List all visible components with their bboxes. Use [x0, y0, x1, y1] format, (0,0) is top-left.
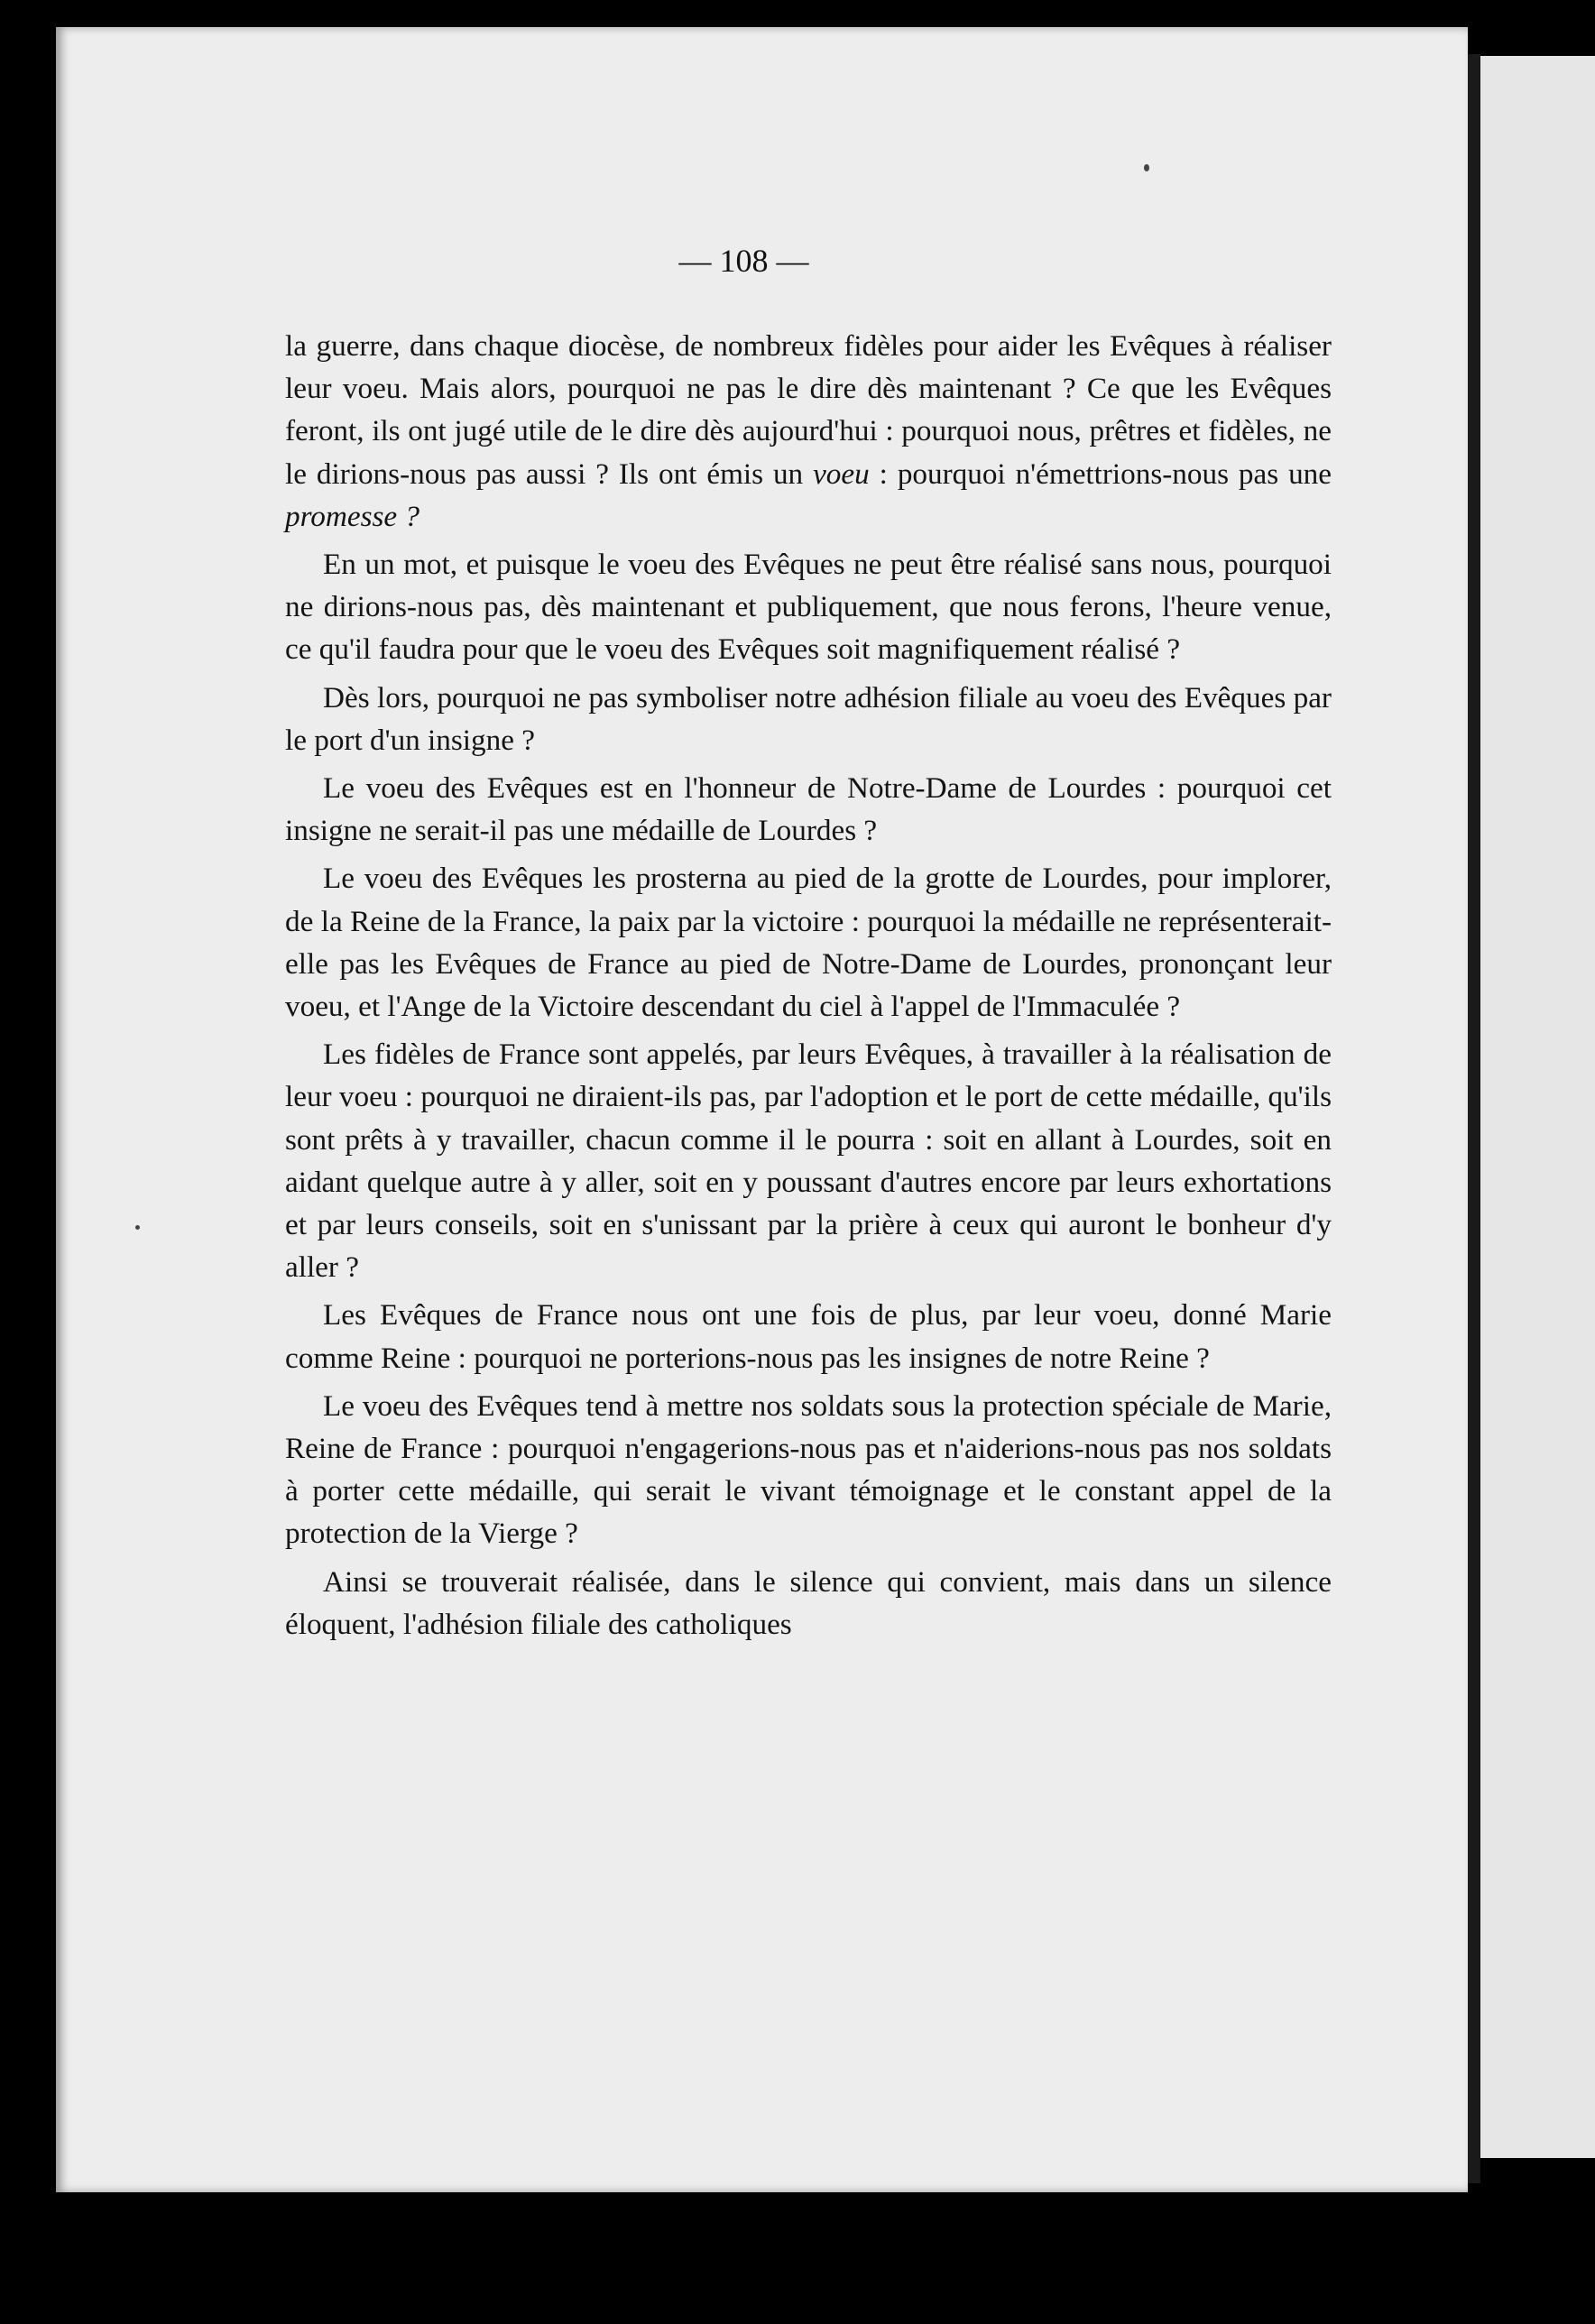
- text-segment: Le voeu des Evêques est en l'honneur de Notre-Dame de Lourdes : pourquoi cet insigne ne serait-il pas une médaille de Lourdes ?: [285, 771, 1332, 848]
- paragraph-p5: [285, 857, 1332, 1028]
- text-segment: Le voeu des Evêques tend à mettre nos soldats sous la protection spéciale de Marie, Reine de France : pourquoi n'engagerions-nous pas et n'aiderions-nous pas nos soldats à porter cette médaille, qui serait le vivant témoignage et le constant appel de la protection de la Vierge ?: [285, 1388, 1332, 1551]
- text-segment: Les fidèles de France sont appelés, par leurs Evêques, à travailler à la réalisation de leur voeu : pourquoi ne diraient-ils pas, par l'adoption et le port de cette médaille, qu'ils sont prêts à y travailler, chacun comme il le pourra : soit en allant à Lourdes, soit en aidant quelque autre à y aller, soit en y poussant d'autres encore par leurs exhortations et par leurs conseils, soit en s'unissant par la prière à ceux qui auront le bonheur d'y aller ?: [285, 1038, 1332, 1285]
- paper-speck: [1144, 164, 1149, 171]
- paragraph-p6: [285, 1033, 1332, 1288]
- paragraph-p4: [285, 767, 1332, 852]
- adjacent-page-edge: [1480, 56, 1595, 2158]
- text-segment: la guerre, dans chaque diocèse, de nombreux fidèles pour aider les Evêques à réaliser leur voeu. Mais alors, pourquoi ne pas le dire dès maintenant ? Ce que les Evêques feront, ils ont jugé utile de le dire dès aujourd'hui : pourquoi nous, prêtres et fidèles, ne le dirions-nous pas aussi ? Ils ont émis un: [285, 329, 1332, 491]
- paper-speck: [135, 1225, 140, 1230]
- book-page: [56, 27, 1468, 2192]
- text-segment: Ainsi se trouverait réalisée, dans le silence qui convient, mais dans un silence éloquent, l'adhésion filiale des catholiques: [285, 1564, 1332, 1641]
- body-text: [285, 325, 1332, 1646]
- text-segment: Dès lors, pourquoi ne pas symboliser notre adhésion filiale au voeu des Evêques par le port d'un insigne ?: [285, 680, 1332, 757]
- text-segment: Le voeu des Evêques les prosterna au pied de la grotte de Lourdes, pour implorer, de la Reine de la France, la paix par la victoire : pourquoi la médaille ne représenterait-elle pas les Evêques de France au pied de Notre-Dame de Lourdes, prononçant leur voeu, et l'Ange de la Victoire descendant du ciel à l'appel de l'Immaculée ?: [285, 862, 1332, 1024]
- text-segment: : pourquoi n'émettrions-nous pas une: [869, 456, 1332, 491]
- page-number: — 108 —: [678, 243, 809, 279]
- italic-text: voeu: [813, 456, 870, 491]
- paragraph-p3: [285, 677, 1332, 761]
- paragraph-p8: [285, 1385, 1332, 1555]
- paragraph-p2: [285, 543, 1332, 671]
- page-gutter-shadow: [1468, 54, 1480, 2183]
- paragraph-p1: [285, 325, 1332, 538]
- text-segment: Les Evêques de France nous ont une fois de plus, par leur voeu, donné Marie comme Reine : pourquoi ne porterions-nous pas les insignes de notre Reine ?: [285, 1298, 1332, 1375]
- italic-text: promesse ?: [285, 499, 420, 533]
- paragraph-p9: [285, 1561, 1332, 1646]
- paragraph-p7: [285, 1294, 1332, 1379]
- text-segment: En un mot, et puisque le voeu des Evêques ne peut être réalisé sans nous, pourquoi ne dirions-nous pas, dès maintenant et publiquement, que nous ferons, l'heure venue, ce qu'il faudra pour que le voeu des Evêques soit magnifiquement réalisé ?: [285, 548, 1332, 667]
